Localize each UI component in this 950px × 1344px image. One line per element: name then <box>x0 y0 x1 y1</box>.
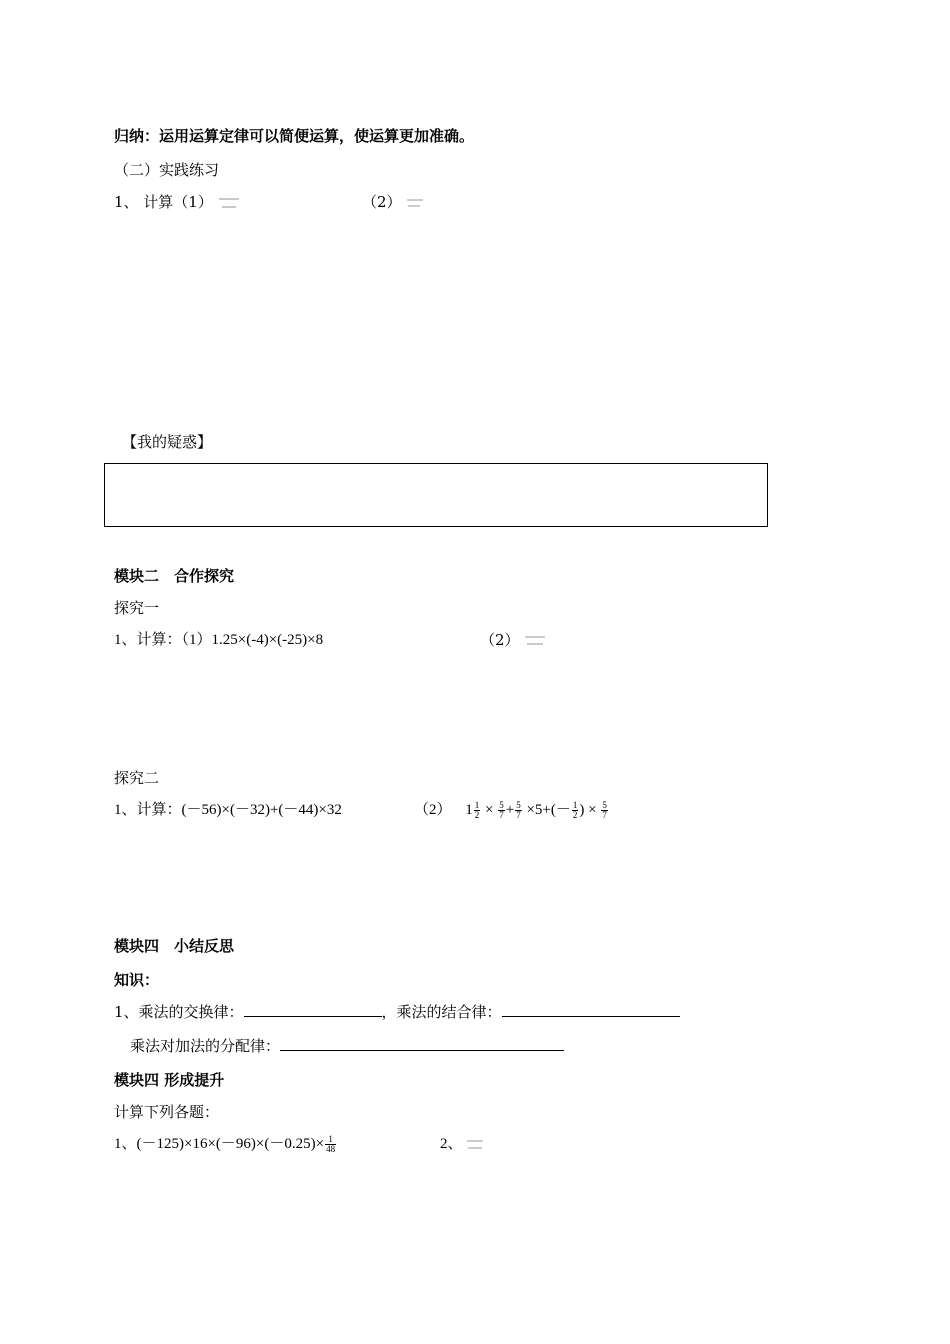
explore2-q1-part2 <box>414 800 609 820</box>
improve-q2 <box>440 1134 488 1154</box>
close-paren: ) <box>579 802 585 818</box>
law-line-2 <box>130 1036 564 1056</box>
instruction-text: 计算下列各题： <box>114 1103 220 1121</box>
explore1-q1-part2-label: （2） <box>480 631 520 649</box>
explore2-q1: 1、计算：(－56)×(－32)+(－44)×32 <box>114 802 342 818</box>
explore2-part2-label: （2） <box>414 802 452 818</box>
summary-text: 归纳：运用运算定律可以简便运算，使运算更加准确。 <box>114 127 475 145</box>
module4-improve-heading: 模块四 形成提升 <box>114 1071 225 1089</box>
practice-heading: （二）实践练习 <box>114 161 220 179</box>
faint-formula-image <box>218 195 240 211</box>
practice-q1-part2 <box>362 192 426 212</box>
fraction-one-half: $\frac{1}{2}$ <box>474 800 480 821</box>
knowledge-label: 知识： <box>114 971 160 989</box>
module2-heading: 模块二 合作探究 <box>114 567 235 585</box>
practice-q1-prefix: 1、 计算（1） <box>114 193 213 211</box>
improve-q1-expression: 1、(－125)×16×(－96)×(－0.25)× <box>114 1136 325 1152</box>
commutative-blank[interactable] <box>244 1002 382 1017</box>
faint-formula-image <box>406 195 426 211</box>
explore1-q1-part2 <box>480 630 548 650</box>
law-line-1 <box>114 1002 680 1022</box>
distributive-label: 乘法对加法的分配律： <box>130 1037 281 1055</box>
fraction-five-sevenths: $\frac{5}{7}$ <box>602 800 607 821</box>
module4-summary-heading: 模块四 小结反思 <box>114 937 235 955</box>
explore2-title: 探究二 <box>114 769 160 787</box>
associative-label: ，乘法的结合律： <box>381 1003 502 1021</box>
improve-q1 <box>114 1134 337 1154</box>
commutative-label: 1、乘法的交换律： <box>114 1003 244 1021</box>
distributive-blank[interactable] <box>280 1036 564 1051</box>
explore1-title: 探究一 <box>114 599 160 617</box>
faint-formula-image <box>524 633 548 649</box>
associative-blank[interactable] <box>502 1002 680 1017</box>
doubt-heading: 【我的疑惑】 <box>122 433 213 451</box>
doubt-box[interactable] <box>104 463 768 527</box>
times-sign: × <box>588 802 597 818</box>
mid-expression: ×5+(－ <box>526 802 571 818</box>
improve-q2-label: 2、 <box>440 1136 463 1152</box>
fraction-five-sevenths: $\frac{5}{7}$ <box>516 800 521 821</box>
explore2-lead-number: 1 <box>465 802 473 818</box>
fraction-one-48th: $\frac{1}{48}$ <box>326 1134 336 1155</box>
explore1-q1: 1、计算：（1）1.25×(-4)×(-25)×8 <box>114 632 324 648</box>
practice-q1 <box>114 192 240 212</box>
faint-formula-image <box>466 1137 488 1153</box>
fraction-one-half: $\frac{1}{2}$ <box>572 800 578 821</box>
plus-sign: + <box>505 802 515 818</box>
times-sign: × <box>485 802 494 818</box>
fraction-five-sevenths: $\frac{5}{7}$ <box>499 800 504 821</box>
practice-q1-part2-label: （2） <box>362 193 402 211</box>
